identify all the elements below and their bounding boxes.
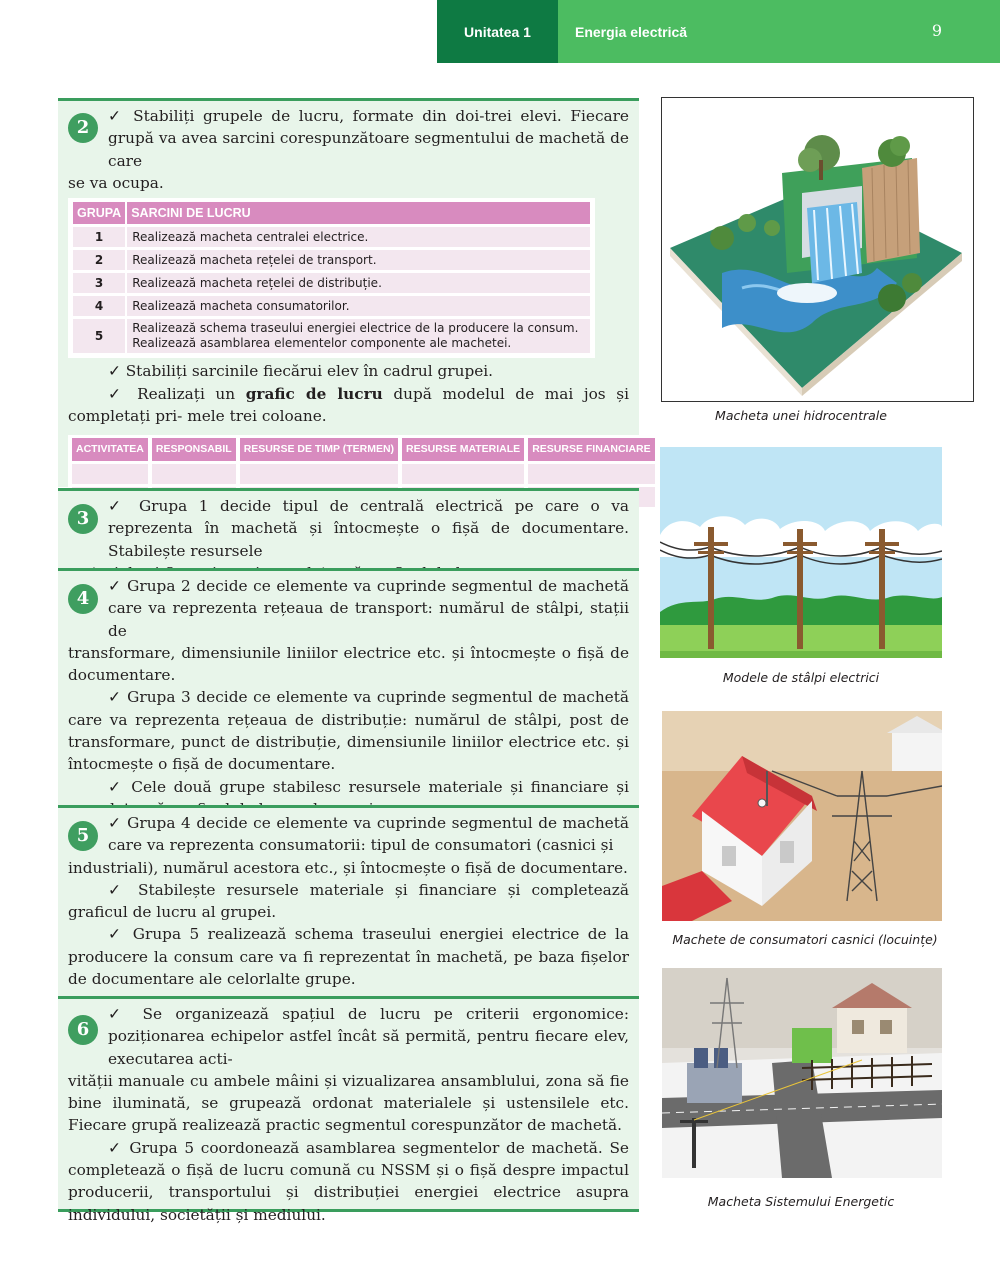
section-6-text: ✓ Se organizează spațiul de lucru pe criterii ergonomice: poziționarea echipelor astfel încât să permită, pentru fiecare elev, executarea acti-	[108, 1005, 629, 1068]
check-icon: ✓	[108, 107, 125, 125]
col-header: RESURSE MATERIALE	[402, 438, 524, 460]
group-number: 4	[73, 296, 127, 316]
section-6-text-cont: vității manuale cu ambele mâini și vizualizarea ansamblului, zona să fie bine iluminată, se grupează ordonat materialele și ustensilele etc. Fiecare grupă realizează practic segmentul corespunzător de machetă.	[68, 1071, 629, 1135]
section-5-text: ✓ Grupa 4 decide ce elemente va cuprinde segmentul de machetă care va reprezenta consumatorii: tipul de consumatori (casnici și	[108, 814, 629, 855]
table-row	[73, 296, 590, 316]
check-icon: ✓	[108, 1138, 123, 1157]
figure-caption: Macheta unei hidrocentrale	[715, 408, 887, 423]
bullet: ✓ Grupa 5 realizează schema traseului energiei electrice de la producere la consum care va fi reprezentat în machetă, pe baza fișelor de documentare ale celorlalte grupe.	[68, 925, 629, 989]
bullet: ✓ Realizați un grafic de lucru după modelul de mai jos și completați pri- mele trei coloane.	[68, 384, 629, 426]
check-icon: ✓	[108, 688, 122, 707]
figure-caption: Modele de stâlpi electrici	[722, 670, 880, 685]
section-3-text: ✓ Grupa 1 decide tipul de centrală electrică pe care o va reprezenta în machetă și întocmește o fișă de documentare. Stabilește resursele	[108, 497, 629, 560]
page-number: 9	[931, 21, 942, 40]
section-2	[58, 98, 651, 487]
empty-cell	[152, 464, 236, 484]
bullet: ✓ Grupa 5 coordonează asamblarea segmentelor de machetă. Se completează o fișă de lucru comună cu NSSM și o fișă despre impactul producerii, transportului și distribuției energiei electrice asupra individului, societății și mediului.	[68, 1138, 629, 1224]
table-row	[73, 319, 590, 353]
check-icon: ✓	[108, 777, 124, 796]
hydro-model-illustration	[662, 98, 973, 401]
table-row	[73, 250, 590, 270]
col-header: GRUPA	[73, 202, 127, 224]
group-task: Realizează macheta rețelei de transport.	[127, 250, 590, 270]
check-icon: ✓	[108, 577, 122, 595]
col-header: SARCINI DE LUCRU	[127, 202, 590, 224]
col-header: ACTIVITATEA	[72, 438, 148, 460]
group-task: Realizează macheta rețelei de distribuție.	[127, 273, 590, 293]
groups-table-header	[73, 202, 590, 224]
table-row	[73, 273, 590, 293]
section-4	[58, 568, 639, 805]
col-header: RESPONSABIL	[152, 438, 236, 460]
bullet: ✓ Grupa 3 decide ce elemente va cuprinde segmentul de machetă care va reprezenta rețeaua de distribuție: numărul de stâlpi, post de transformare, punct de distribuție, dimensiunile liniilor electrice etc. și întocmește o fișă de documentare.	[68, 688, 629, 774]
bullet: ✓ Stabilește resursele materiale și financiare și completează graficul de lucru al grupei.	[68, 880, 629, 922]
col-header: RESURSE DE TIMP (TERMEN)	[240, 438, 398, 460]
section-6	[58, 996, 639, 1224]
check-icon: ✓	[108, 925, 125, 944]
section-3	[58, 488, 639, 568]
step-number-badge: 3	[68, 504, 98, 534]
section-5	[58, 805, 639, 996]
section-4-text-cont: transformare, dimensiunile liniilor electrice etc. și întocmește o fișă de documentare.	[68, 643, 629, 685]
section-2-intro: ✓ Stabiliți grupele de lucru, formate din doi-trei elevi. Fiecare grupă va avea sarcini corespunzătoare segmentului de machetă de care	[108, 107, 629, 170]
hydro-plant-model-image	[661, 97, 974, 402]
figure-caption: Machete de consumatori casnici (locuințe)	[672, 932, 938, 947]
empty-cell	[72, 464, 148, 484]
check-icon: ✓	[108, 814, 122, 832]
check-icon: ✓	[108, 384, 127, 403]
table-row	[72, 464, 655, 484]
group-number: 3	[73, 273, 127, 293]
col-header: RESURSE FINANCIARE	[528, 438, 654, 460]
group-task: Realizează schema traseului energiei electrice de la producere la consum. Realizează asamblarea elementelor componente ale machetei.	[127, 319, 590, 353]
groups-table	[68, 198, 595, 358]
step-number-badge: 5	[68, 821, 98, 851]
empty-cell	[402, 464, 524, 484]
chapter-title: Energia electrică	[575, 23, 688, 40]
empty-cell	[528, 464, 654, 484]
group-number: 1	[73, 227, 127, 247]
bullet: ✓ Cele două grupe stabilesc resursele materiale și financiare și	[108, 777, 629, 796]
group-task: Realizează macheta consumatorilor.	[127, 296, 590, 316]
check-icon: ✓	[108, 880, 127, 899]
step-number-badge: 2	[68, 113, 98, 143]
empty-cell	[240, 464, 398, 484]
chapter-title-bar	[558, 0, 1000, 63]
group-task: Realizează macheta centralei electrice.	[127, 227, 590, 247]
unit-text: Unitatea 1	[464, 23, 531, 40]
figure-caption: Macheta Sistemului Energetic	[707, 1194, 895, 1209]
group-number: 2	[73, 250, 127, 270]
step-number-badge: 6	[68, 1015, 98, 1045]
energy-system-model-image	[662, 968, 942, 1178]
unit-label	[437, 0, 558, 63]
power-poles-illustration	[660, 447, 942, 658]
group-number: 5	[73, 319, 127, 353]
electric-poles-image	[660, 447, 942, 658]
section-5-text-cont: industriali), numărul acestora etc., și întocmește o fișă de documentare.	[68, 858, 628, 877]
bullet: ✓ Stabiliți sarcinile fiecărui elev în cadrul grupei.	[108, 362, 494, 381]
check-icon: ✓	[108, 362, 121, 381]
check-icon: ✓	[108, 1005, 130, 1023]
check-icon: ✓	[108, 497, 128, 515]
section-4-text: ✓ Grupa 2 decide ce elemente va cuprinde segmentul de machetă care va reprezenta rețeaua de transport: numărul de stâlpi, stații de	[108, 577, 629, 640]
plan-table-header	[72, 438, 655, 460]
consumer-houses-image	[662, 711, 942, 921]
bold-term: grafic de lucru	[245, 384, 383, 403]
table-row	[73, 227, 590, 247]
section-2-intro-end: se va ocupa.	[68, 173, 164, 192]
step-number-badge: 4	[68, 584, 98, 614]
houses-model-illustration	[662, 711, 942, 921]
energy-system-illustration	[662, 968, 942, 1178]
